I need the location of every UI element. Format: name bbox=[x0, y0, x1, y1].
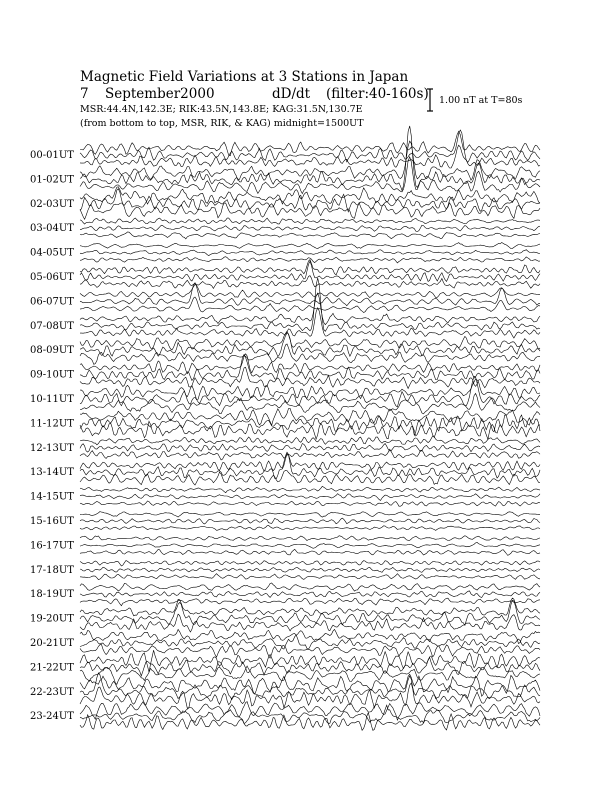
trace-kag bbox=[80, 379, 540, 399]
trace-kag bbox=[80, 187, 540, 204]
trace-rik bbox=[80, 225, 540, 231]
hour-label: 06-07UT bbox=[30, 296, 74, 308]
trace-rik bbox=[80, 542, 540, 548]
hour-labels bbox=[30, 150, 74, 722]
trace-rik bbox=[80, 591, 540, 598]
trace-kag bbox=[80, 702, 540, 721]
trace-rik bbox=[80, 278, 540, 331]
trace-msr bbox=[80, 276, 540, 289]
filter-label: (filter:40-160s) bbox=[326, 86, 429, 102]
hour-label: 10-11UT bbox=[30, 394, 74, 405]
trace-kag bbox=[80, 452, 540, 471]
hour-label: 14-15UT bbox=[30, 491, 74, 503]
scale-bar bbox=[427, 89, 433, 111]
trace-rik bbox=[80, 189, 540, 212]
trace-kag bbox=[80, 284, 540, 297]
trace-msr bbox=[80, 203, 540, 220]
hour-label: 00-01UT bbox=[30, 150, 74, 161]
trace-msr bbox=[80, 574, 540, 580]
trace-rik bbox=[80, 635, 540, 649]
trace-kag bbox=[80, 629, 540, 643]
trace-kag bbox=[80, 650, 540, 672]
trace-rik bbox=[80, 250, 540, 256]
hour-label: 15-16UT bbox=[30, 516, 74, 527]
trace-kag bbox=[80, 243, 540, 249]
trace-kag bbox=[80, 218, 540, 224]
hour-label: 04-05UT bbox=[30, 247, 74, 259]
day-label: 7 bbox=[80, 86, 89, 102]
trace-msr bbox=[80, 598, 540, 606]
hour-label: 07-08UT bbox=[30, 320, 74, 332]
trace-rik bbox=[80, 494, 540, 501]
hour-label: 20-21UT bbox=[30, 638, 74, 649]
hour-label: 09-10UT bbox=[30, 369, 74, 381]
trace-kag bbox=[80, 293, 540, 325]
hour-label: 03-04UT bbox=[30, 223, 74, 235]
hour-label: 19-20UT bbox=[30, 613, 74, 625]
scale-bar-label: 1.00 nT at T=80s bbox=[439, 95, 523, 106]
traces bbox=[80, 126, 540, 731]
trace-msr bbox=[80, 232, 540, 239]
trace-rik bbox=[80, 444, 540, 453]
trace-msr bbox=[80, 549, 540, 555]
trace-kag bbox=[80, 674, 540, 696]
station-coordinates: MSR:44.4N,142.3E; RIK:43.5N,143.8E; KAG:31.5N,130.7E bbox=[80, 104, 363, 115]
trace-rik bbox=[80, 567, 540, 572]
trace-kag bbox=[80, 131, 540, 155]
trace-kag bbox=[80, 512, 540, 517]
trace-rik bbox=[80, 126, 540, 191]
hour-label: 08-09UT bbox=[30, 345, 74, 357]
component-label: dD/dt bbox=[272, 86, 311, 102]
trace-kag bbox=[80, 561, 540, 567]
trace-msr bbox=[80, 501, 540, 506]
station-order-note: (from bottom to top, MSR, RIK, & KAG) midnight=1500UT bbox=[80, 118, 364, 129]
hour-label: 02-03UT bbox=[30, 198, 74, 210]
hour-label: 11-12UT bbox=[30, 418, 74, 430]
hour-label: 21-22UT bbox=[30, 662, 74, 674]
trace-msr bbox=[80, 367, 540, 388]
trace-rik bbox=[80, 454, 540, 479]
hour-label: 13-14UT bbox=[30, 467, 74, 479]
trace-kag bbox=[80, 583, 540, 591]
trace-rik bbox=[80, 518, 540, 524]
hour-label: 17-18UT bbox=[30, 564, 74, 576]
trace-rik bbox=[80, 283, 540, 306]
trace-kag bbox=[80, 436, 540, 445]
trace-msr bbox=[80, 344, 540, 364]
hour-label: 16-17UT bbox=[30, 540, 74, 552]
chart-title: Magnetic Field Variations at 3 Stations in Japan bbox=[80, 69, 409, 85]
trace-msr bbox=[80, 470, 540, 485]
hour-label: 23-24UT bbox=[30, 711, 74, 723]
hour-label: 05-06UT bbox=[30, 272, 74, 283]
hour-label: 18-19UT bbox=[30, 589, 74, 601]
hour-label: 01-02UT bbox=[30, 174, 74, 186]
hour-label: 12-13UT bbox=[30, 442, 74, 454]
trace-rik bbox=[80, 376, 540, 407]
hour-label: 22-23UT bbox=[30, 686, 74, 698]
trace-msr bbox=[80, 614, 540, 632]
trace-kag bbox=[80, 536, 540, 541]
trace-msr bbox=[80, 297, 540, 313]
trace-kag bbox=[80, 486, 540, 492]
trace-msr bbox=[80, 525, 540, 530]
trace-msr bbox=[80, 449, 540, 460]
month-year-label: September2000 bbox=[105, 86, 215, 102]
trace-rik bbox=[80, 261, 540, 281]
trace-kag bbox=[80, 598, 540, 616]
